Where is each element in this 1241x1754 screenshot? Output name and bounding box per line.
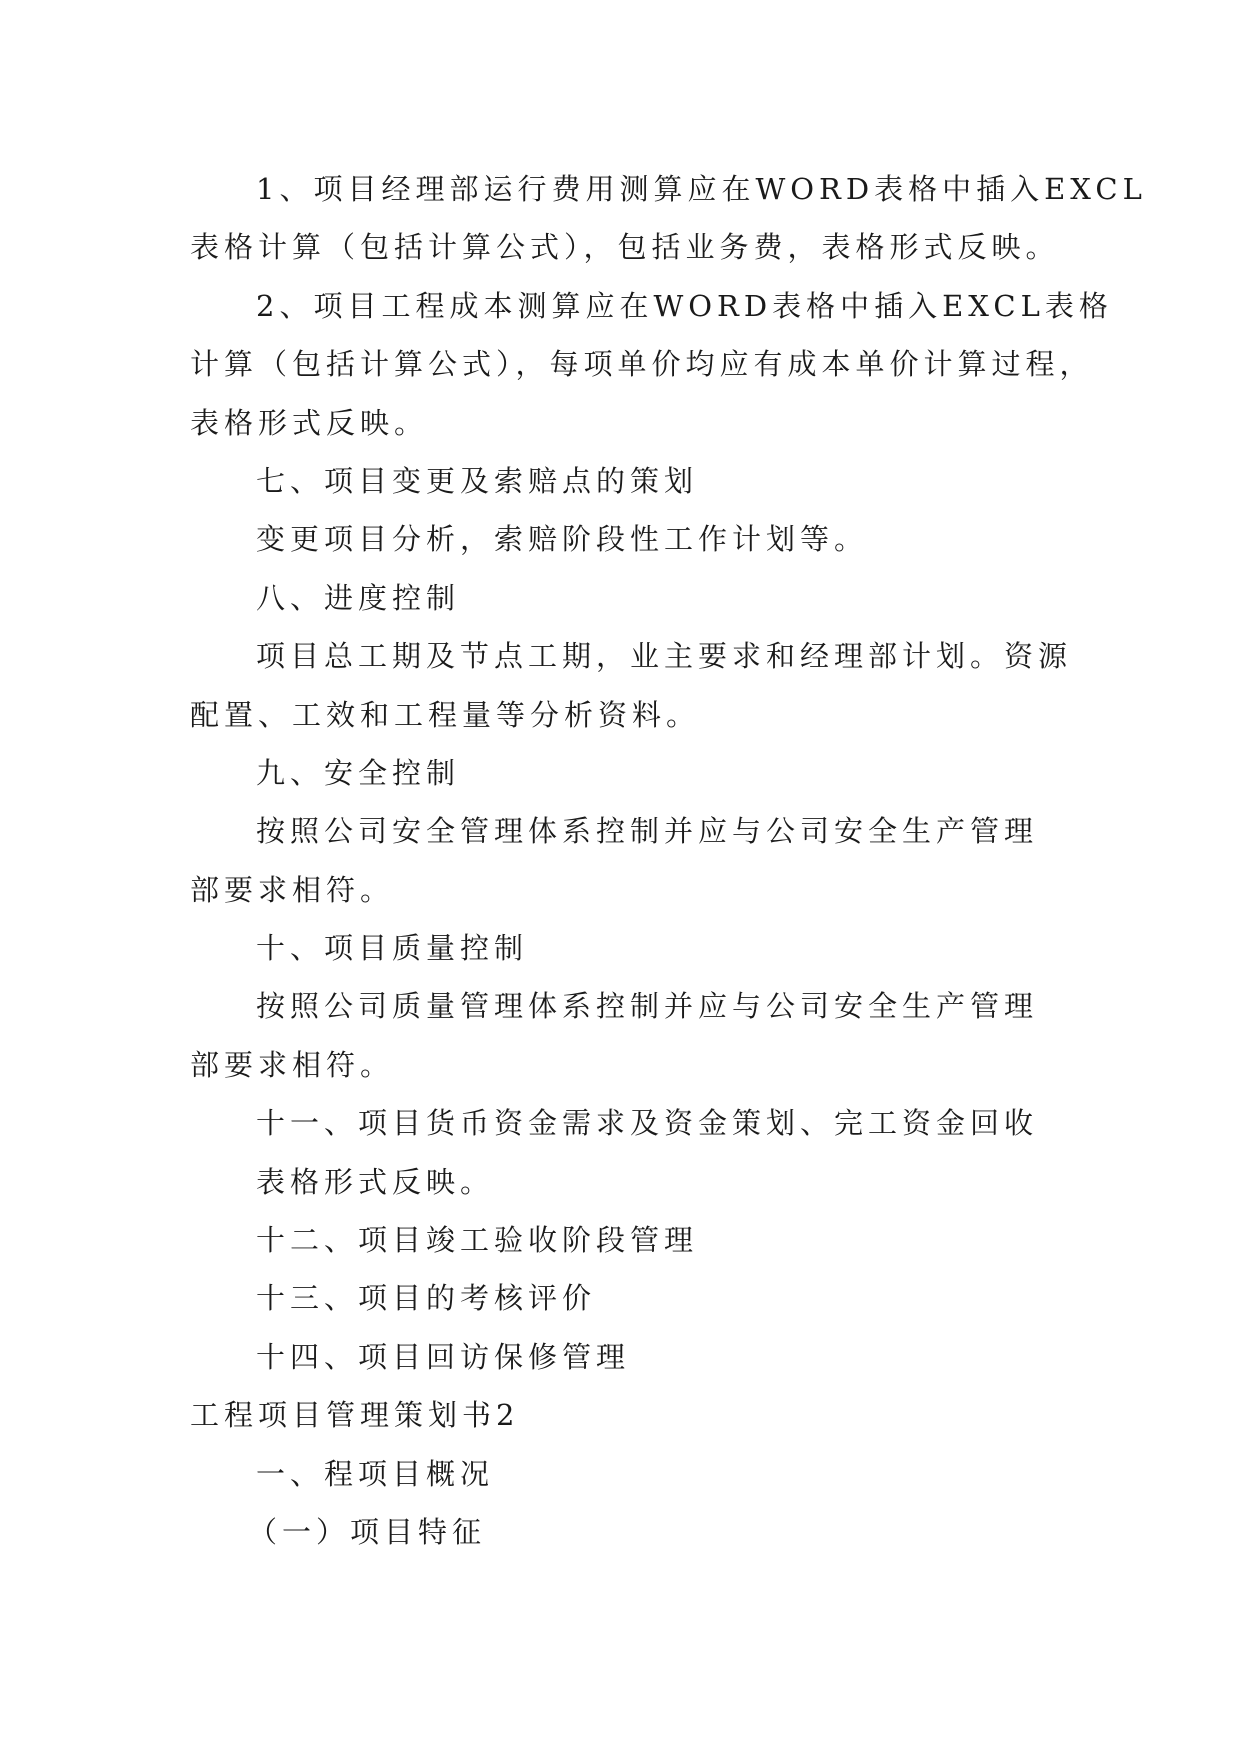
document-title: 工程项目管理策划书2 <box>190 1398 520 1433</box>
section-heading: 七、项目变更及索赔点的策划 <box>256 463 699 498</box>
section-heading: 九、安全控制 <box>256 755 461 790</box>
paragraph-line: 配置、工效和工程量等分析资料。 <box>190 697 701 732</box>
paragraph-line: 变更项目分析，索赔阶段性工作计划等。 <box>256 522 869 557</box>
paragraph-line: 项目总工期及节点工期，业主要求和经理部计划。资源 <box>256 639 1073 674</box>
paragraph-line: 2、项目工程成本测算应在WORD表格中插入EXCL表格 <box>256 288 1113 323</box>
paragraph-line: 部要求相符。 <box>190 1047 395 1082</box>
paragraph-line: 1、项目经理部运行费用测算应在WORD表格中插入EXCL <box>256 172 1147 206</box>
paragraph-line: 表格计算（包括计算公式），包括业务费，表格形式反映。 <box>190 230 1060 265</box>
paragraph-line: 表格形式反映。 <box>256 1164 495 1199</box>
section-heading: 十四、项目回访保修管理 <box>256 1339 631 1374</box>
paragraph-line: 部要求相符。 <box>190 872 395 907</box>
paragraph-line: 按照公司安全管理体系控制并应与公司安全生产管理 <box>256 814 1039 849</box>
section-heading: 十三、项目的考核评价 <box>256 1281 597 1316</box>
paragraph-line: 表格形式反映。 <box>190 405 429 440</box>
section-heading: 一、程项目概况 <box>256 1456 495 1491</box>
paragraph-line: 计算（包括计算公式），每项单价均应有成本单价计算过程， <box>190 347 1094 382</box>
section-heading: 八、进度控制 <box>256 580 461 615</box>
paragraph-line: 按照公司质量管理体系控制并应与公司安全生产管理 <box>256 989 1039 1024</box>
subsection-heading: （一）项目特征 <box>248 1514 487 1549</box>
document-body <box>190 160 1147 1561</box>
section-heading: 十、项目质量控制 <box>256 931 529 966</box>
section-heading: 十一、项目货币资金需求及资金策划、完工资金回收 <box>256 1106 1039 1141</box>
section-heading: 十二、项目竣工验收阶段管理 <box>256 1223 699 1258</box>
